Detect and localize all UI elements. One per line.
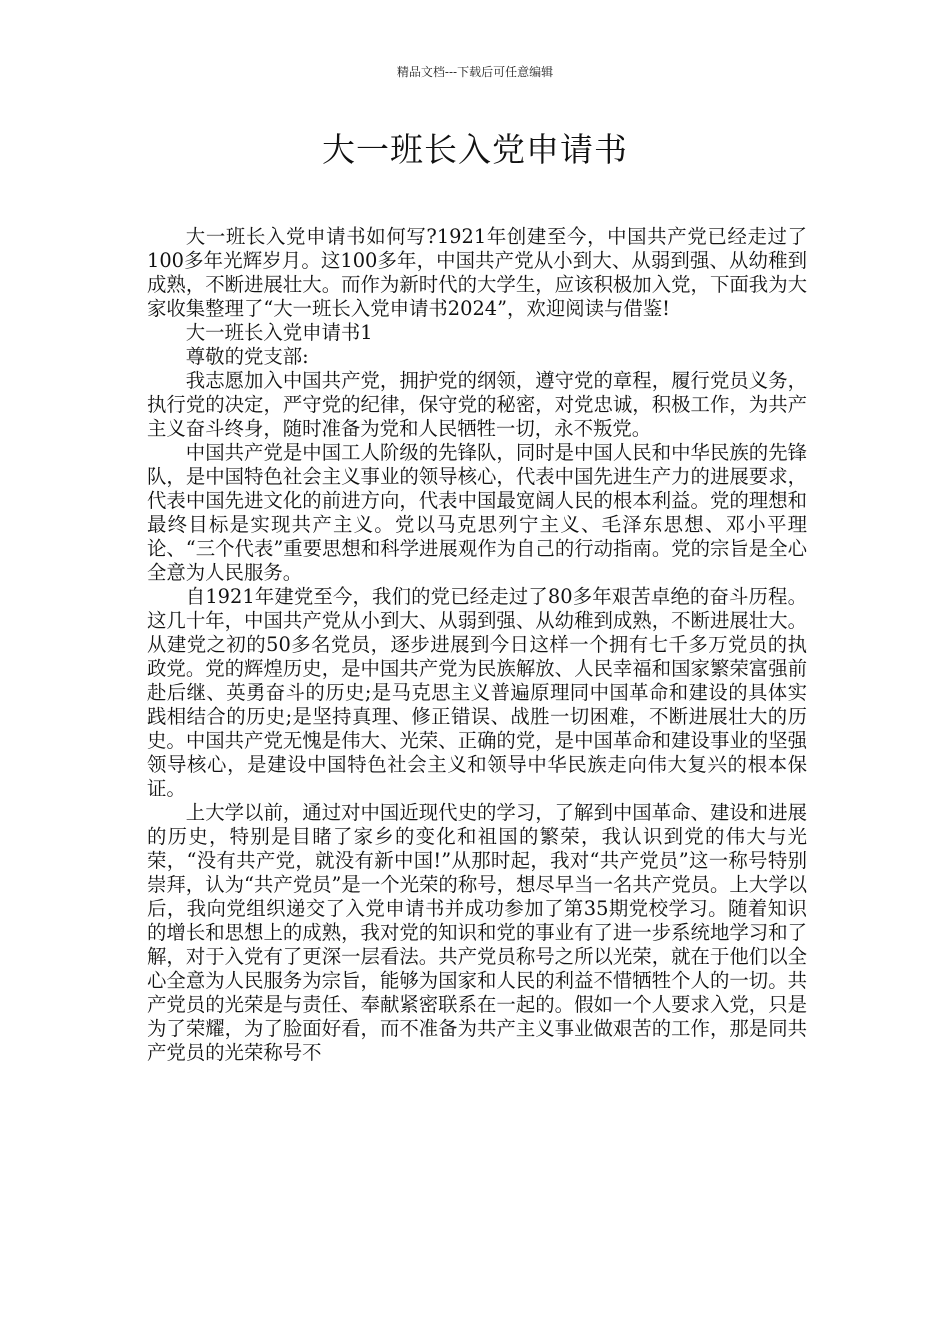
paragraph-personal: 上大学以前，通过对中国近现代史的学习，了解到中国革命、建设和进展的历史，特别是目睹了家乡的变化和祖国的繁荣，我认识到党的伟大与光荣，“没有共产党，就没有新中国!”从那时起，我对“共产党员”这一称号特别崇拜，认为“共产党员”是一个光荣的称号，想尽早当一名共产党员。上大学以后，我向党组织递交了入党申请书并成功参加了第35期党校学习。随着知识的增长和思想上的成熟，我对党的知识和党的事业有了进一步系统地学习和了解，对于入党有了更深一层看法。共产党员称号之所以光荣，就在于他们以全心全意为人民服务为宗旨，能够为国家和人民的利益不惜牺牲个人的一切。共产党员的光荣是与责任、奉献紧密联系在一起的。假如一个人要求入党，只是为了荣耀，为了脸面好看，而不准备为共产主义事业做艰苦的工作，那是同共产党员的光荣称号不 — [147, 801, 807, 1064]
salutation: 尊敬的党支部: — [185, 345, 309, 368]
page-title: 大一班长入党申请书 — [322, 130, 628, 169]
header-note: 精品文档---下载后可任意编辑 — [396, 65, 554, 79]
paragraph-history: 自1921年建党至今，我们的党已经走过了80多年艰苦卓绝的奋斗历程。这几十年，中国共产党从小到大、从弱到强、从幼稚到成熟，不断进展壮大。从建党之初的50多名党员，逐步进展到今日这样一个拥有七千多万党员的执政党。党的辉煌历史，是中国共产党为民族解放、人民幸福和国家繁荣富强前赴后继、英勇奋斗的历史;是马克思主义普遍原理同中国革命和建设的具体实践相结合的历史;是坚持真理、修正错误、战胜一切困难，不断进展壮大的历史。中国共产党无愧是伟大、光荣、正确的党，是中国革命和建设事业的坚强领导核心，是建设中国特色社会主义和领导中华民族走向伟大复兴的根本保证。 — [147, 585, 807, 800]
paragraph-party-nature: 中国共产党是中国工人阶级的先锋队，同时是中国人民和中华民族的先锋队，是中国特色社会主义事业的领导核心，代表中国先进生产力的进展要求，代表中国先进文化的前进方向，代表中国最宽阔人民的根本利益。党的理想和最终目标是实现共产主义。党以马克思列宁主义、毛泽东思想、邓小平理论、“三个代表”重要思想和科学进展观作为自己的行动指南。党的宗旨是全心全意为人民服务。 — [147, 441, 807, 584]
paragraph-pledge: 我志愿加入中国共产党，拥护党的纲领，遵守党的章程，履行党员义务，执行党的决定，严守党的纪律，保守党的秘密，对党忠诚，积极工作，为共产主义奋斗终身，随时准备为党和人民牺牲一切，永不叛党。 — [147, 369, 807, 440]
document-body — [147, 225, 807, 1065]
paragraph-intro: 大一班长入党申请书如何写?1921年创建至今，中国共产党已经走过了100多年光辉岁月。这100多年，中国共产党从小到大、从弱到强、从幼稚到成熟，不断进展壮大。而作为新时代的大学生，应该积极加入党，下面我为大家收集整理了“大一班长入党申请书2024”，欢迎阅读与借鉴! — [147, 225, 807, 320]
section-heading: 大一班长入党申请书1 — [185, 321, 373, 344]
